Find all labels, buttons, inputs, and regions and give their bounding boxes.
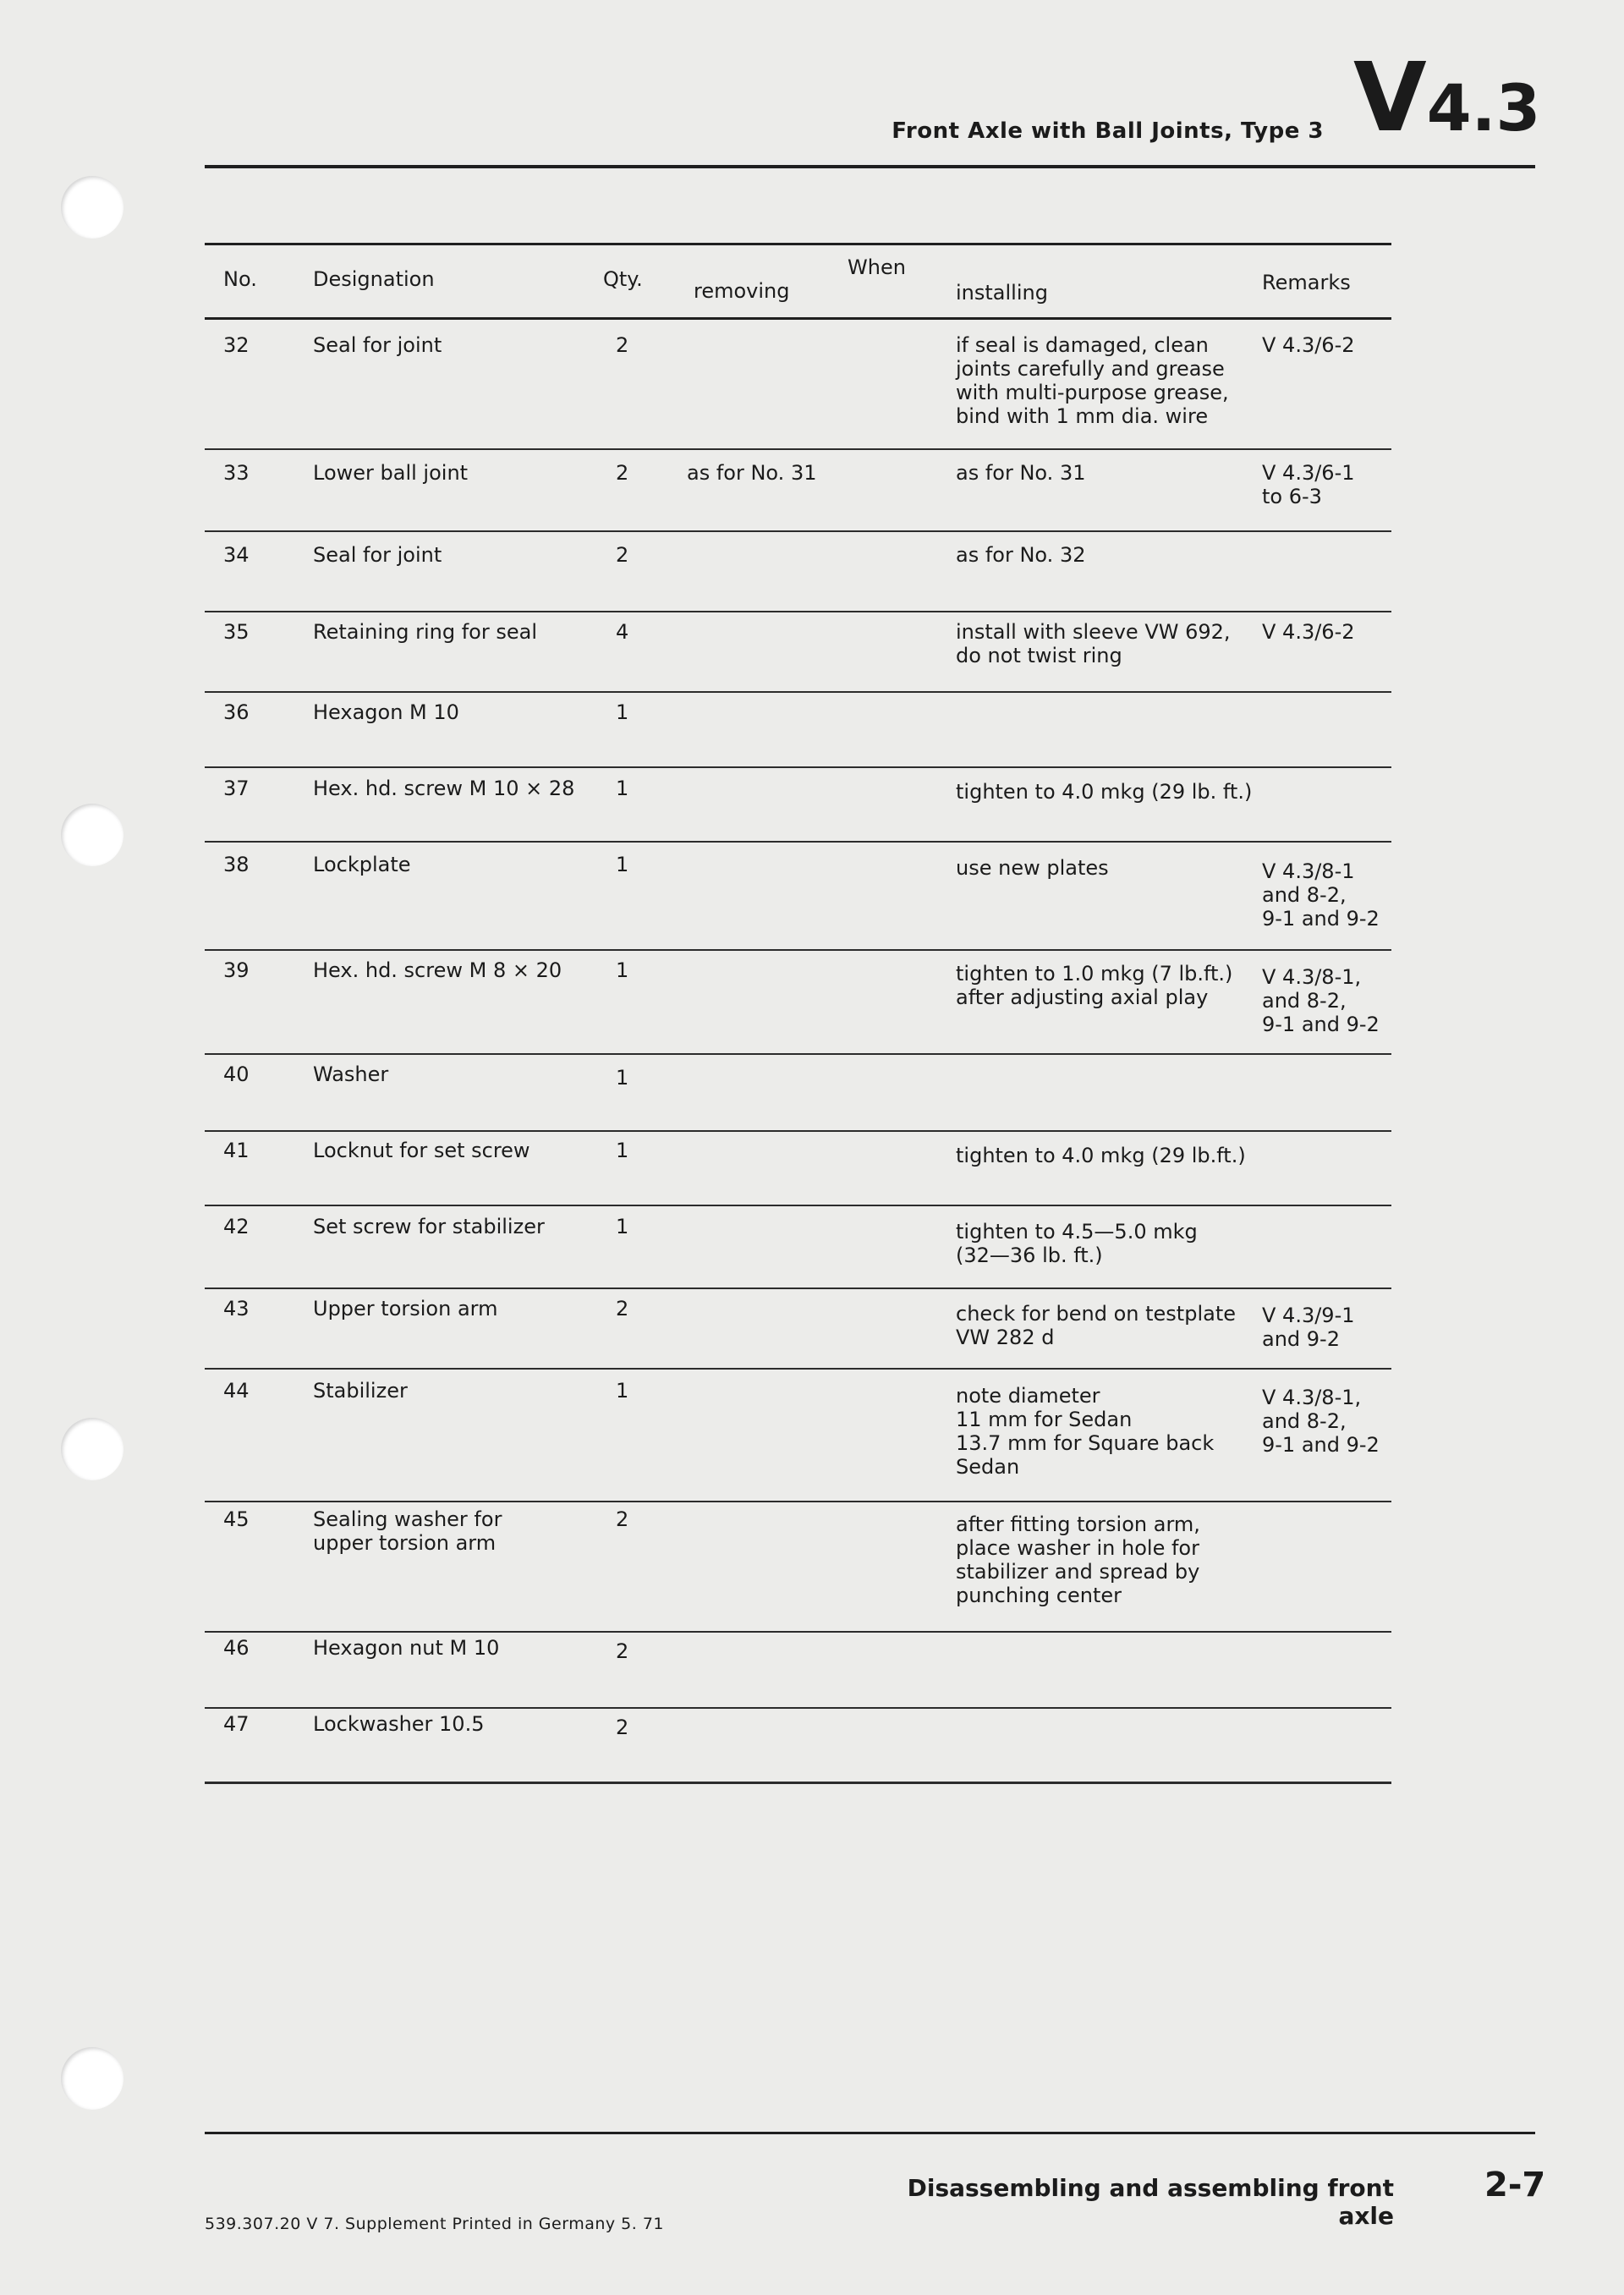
binder-hole bbox=[61, 1418, 123, 1480]
row-installing: tighten to 4.0 mkg (29 lb.ft.) bbox=[956, 1144, 1246, 1167]
row-quantity: 2 bbox=[616, 1639, 629, 1663]
row-designation: Set screw for stabilizer bbox=[313, 1215, 545, 1238]
row-designation: Retaining ring for seal bbox=[313, 620, 537, 644]
row-divider bbox=[205, 448, 1391, 450]
row-designation: Seal for joint bbox=[313, 543, 442, 567]
row-number: 38 bbox=[223, 853, 250, 876]
row-installing: note diameter 11 mm for Sedan 13.7 mm for Square back Sedan bbox=[956, 1384, 1215, 1479]
row-designation: Upper torsion arm bbox=[313, 1297, 498, 1320]
row-installing: tighten to 4.0 mkg (29 lb. ft.) bbox=[956, 780, 1253, 804]
row-number: 42 bbox=[223, 1215, 250, 1238]
row-number: 32 bbox=[223, 333, 250, 357]
row-quantity: 1 bbox=[616, 958, 629, 982]
row-installing: after fitting torsion arm, place washer in hole for stabilizer and spread by punching center bbox=[956, 1513, 1200, 1607]
header-removing: removing bbox=[694, 279, 790, 303]
row-installing: tighten to 1.0 mkg (7 lb.ft.) after adjusting axial play bbox=[956, 962, 1233, 1009]
row-designation: Hex. hd. screw M 8 × 20 bbox=[313, 958, 562, 982]
row-divider bbox=[205, 1782, 1391, 1784]
row-divider bbox=[205, 1205, 1391, 1206]
row-number: 37 bbox=[223, 777, 250, 800]
row-divider bbox=[205, 530, 1391, 532]
row-number: 44 bbox=[223, 1379, 250, 1403]
row-number: 34 bbox=[223, 543, 250, 567]
row-number: 33 bbox=[223, 461, 250, 485]
row-designation: Hexagon nut M 10 bbox=[313, 1636, 500, 1660]
row-divider bbox=[205, 766, 1391, 768]
header-when: When bbox=[848, 255, 906, 279]
section-code bbox=[1353, 43, 1541, 153]
row-number: 35 bbox=[223, 620, 250, 644]
row-remarks: V 4.3/6-1 to 6-3 bbox=[1262, 461, 1355, 508]
row-number: 46 bbox=[223, 1636, 250, 1660]
row-remarks: V 4.3/8-1 and 8-2, 9-1 and 9-2 bbox=[1262, 859, 1380, 931]
row-quantity: 1 bbox=[616, 1215, 629, 1238]
row-number: 36 bbox=[223, 700, 250, 724]
row-number: 39 bbox=[223, 958, 250, 982]
row-divider bbox=[205, 841, 1391, 843]
row-designation: Washer bbox=[313, 1062, 389, 1086]
row-quantity: 1 bbox=[616, 700, 629, 724]
row-quantity: 2 bbox=[616, 1297, 629, 1320]
header-designation: Designation bbox=[313, 267, 435, 291]
header-remarks: Remarks bbox=[1262, 271, 1351, 294]
row-removing: as for No. 31 bbox=[687, 461, 817, 485]
row-installing: as for No. 32 bbox=[956, 543, 1086, 567]
footer-rule bbox=[205, 2132, 1535, 2134]
row-designation: Lockwasher 10.5 bbox=[313, 1712, 485, 1736]
row-remarks: V 4.3/8-1, and 8-2, 9-1 and 9-2 bbox=[1262, 1386, 1380, 1457]
row-quantity: 2 bbox=[616, 1716, 629, 1739]
row-designation: Hexagon M 10 bbox=[313, 700, 459, 724]
row-divider bbox=[205, 1631, 1391, 1633]
section-letter: V bbox=[1353, 43, 1427, 153]
row-divider bbox=[205, 1288, 1391, 1289]
page-number: 2-7 bbox=[1484, 2166, 1546, 2204]
row-number: 40 bbox=[223, 1062, 250, 1086]
header-no: No. bbox=[223, 267, 257, 291]
row-divider bbox=[205, 611, 1391, 612]
row-divider bbox=[205, 1053, 1391, 1055]
row-designation: Hex. hd. screw M 10 × 28 bbox=[313, 777, 575, 800]
row-number: 47 bbox=[223, 1712, 250, 1736]
print-note: 539.307.20 V 7. Supplement Printed in Germany 5. 71 bbox=[205, 2215, 665, 2233]
row-remarks: V 4.3/6-2 bbox=[1262, 333, 1355, 357]
row-number: 45 bbox=[223, 1507, 250, 1531]
row-divider bbox=[205, 1130, 1391, 1132]
row-installing: if seal is damaged, clean joints carefully and grease with multi-purpose grease, bind with 1 mm dia. wire bbox=[956, 333, 1229, 428]
row-installing: check for bend on testplate VW 282 d bbox=[956, 1302, 1236, 1349]
row-quantity: 2 bbox=[616, 333, 629, 357]
binder-hole bbox=[61, 176, 123, 239]
row-quantity: 1 bbox=[616, 853, 629, 876]
row-remarks: V 4.3/8-1, and 8-2, 9-1 and 9-2 bbox=[1262, 965, 1380, 1036]
row-designation: Stabilizer bbox=[313, 1379, 408, 1403]
row-divider bbox=[205, 1368, 1391, 1370]
binder-hole bbox=[61, 804, 123, 866]
row-quantity: 1 bbox=[616, 1139, 629, 1162]
row-divider bbox=[205, 1707, 1391, 1709]
row-installing: install with sleeve VW 692, do not twist ring bbox=[956, 620, 1231, 667]
row-designation: Sealing washer for upper torsion arm bbox=[313, 1507, 502, 1555]
row-remarks: V 4.3/9-1 and 9-2 bbox=[1262, 1304, 1355, 1351]
row-number: 43 bbox=[223, 1297, 250, 1320]
table-header-rule bbox=[205, 317, 1391, 320]
section-number: 4.3 bbox=[1426, 70, 1541, 145]
row-quantity: 1 bbox=[616, 777, 629, 800]
header-qty: Qty. bbox=[603, 267, 643, 291]
row-number: 41 bbox=[223, 1139, 250, 1162]
row-installing: tighten to 4.5—5.0 mkg (32—36 lb. ft.) bbox=[956, 1220, 1198, 1267]
header-installing: installing bbox=[956, 281, 1048, 305]
footer-title: Disassembling and assembling front axle bbox=[907, 2174, 1394, 2230]
table-top-rule bbox=[205, 243, 1391, 245]
row-divider bbox=[205, 1501, 1391, 1502]
header-rule bbox=[205, 165, 1535, 168]
row-designation: Lower ball joint bbox=[313, 461, 469, 485]
page-title: Front Axle with Ball Joints, Type 3 bbox=[892, 118, 1324, 144]
row-divider bbox=[205, 691, 1391, 693]
row-quantity: 2 bbox=[616, 543, 629, 567]
row-quantity: 1 bbox=[616, 1379, 629, 1403]
row-divider bbox=[205, 949, 1391, 951]
row-remarks: V 4.3/6-2 bbox=[1262, 620, 1355, 644]
row-quantity: 4 bbox=[616, 620, 629, 644]
row-designation: Locknut for set screw bbox=[313, 1139, 530, 1162]
row-designation: Seal for joint bbox=[313, 333, 442, 357]
row-designation: Lockplate bbox=[313, 853, 411, 876]
binder-hole bbox=[61, 2047, 123, 2110]
row-quantity: 2 bbox=[616, 461, 629, 485]
row-quantity: 2 bbox=[616, 1507, 629, 1531]
row-quantity: 1 bbox=[616, 1066, 629, 1090]
row-installing: use new plates bbox=[956, 856, 1109, 880]
row-installing: as for No. 31 bbox=[956, 461, 1086, 485]
